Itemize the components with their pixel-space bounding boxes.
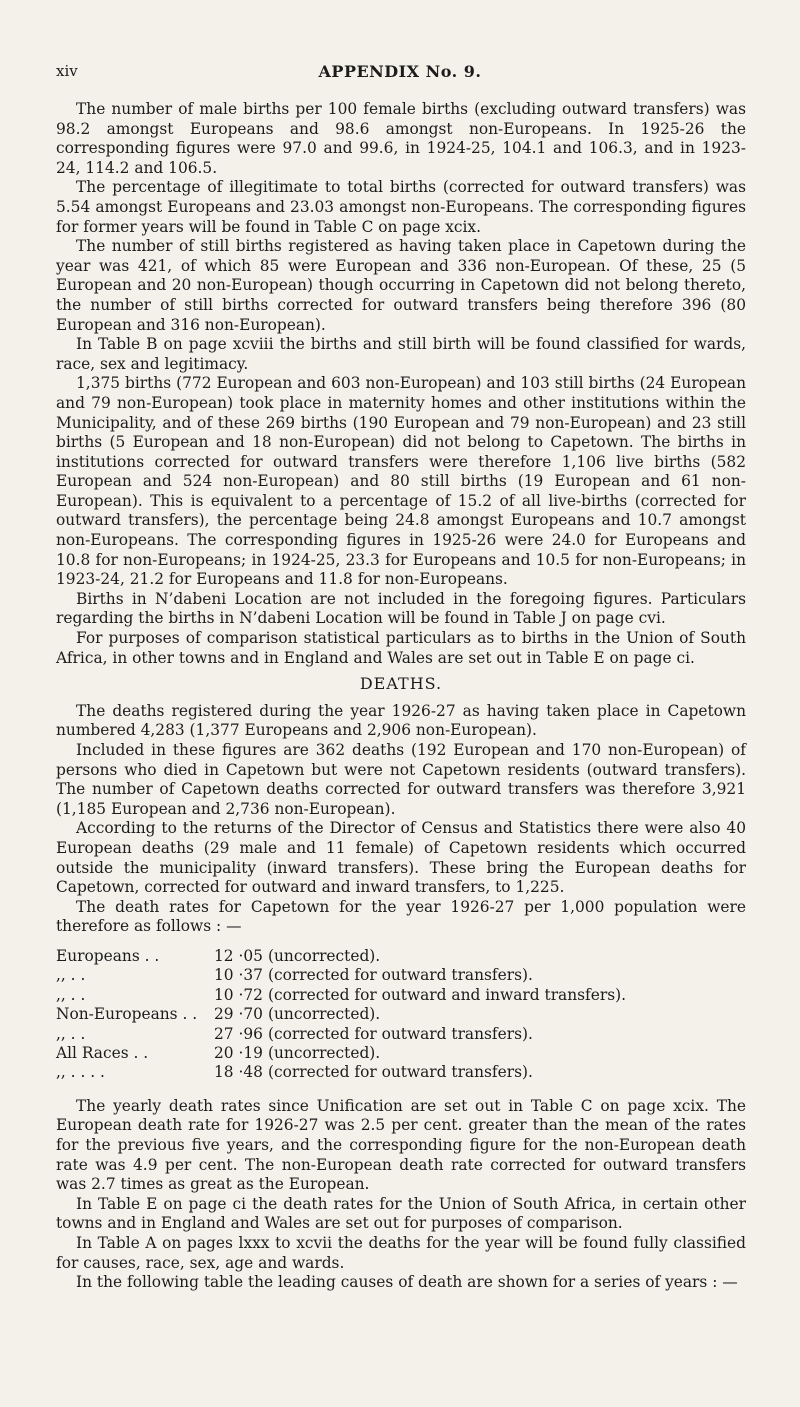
- deaths-paragraph: The deaths registered during the year 1926-27 as having taken place in Capetown numbered 4,283 (1,377 Europeans and 2,906 non-European).: [56, 701, 746, 740]
- rate-label: ,, . .: [56, 985, 86, 1004]
- death-rate-row: [56, 1005, 746, 1024]
- deaths-paragraph: In Table E on page ci the death rates for the Union of South Africa, in certain other towns and in England and Wales are set out for purposes of comparison.: [56, 1194, 746, 1233]
- rate-label: ,, . .: [56, 966, 86, 985]
- rate-note: (corrected for outward and inward transfers).: [268, 985, 626, 1004]
- death-rate-row: [56, 986, 746, 1005]
- rate-value: 10 ·37: [214, 966, 263, 985]
- rate-label: ,, . .: [56, 1024, 86, 1043]
- births-paragraph: 1,375 births (772 European and 603 non-European) and 103 still births (24 European and 79 non-European) took place in maternity homes and other institutions within the Municipality, and of these 269 births (190 European and 79 non-European) and 23 still births (5 European and 18 non-European) did not belong to Capetown. The births in institutions corrected for outward transfers were therefore 1,106 live births (582 European and 524 non-European) and 80 still births (19 European and 61 non-European). This is equivalent to a percentage of 15.2 of all live-births (corrected for outward transfers), the percentage being 24.8 amongst Europeans and 10.7 amongst non-Europeans. The corresponding figures in 1925-26 were 24.0 for Europeans and 10.8 for non-Europeans; in 1924-25, 23.3 for Europeans and 10.5 for non-Europeans; in 1923-24, 21.2 for Europeans and 11.8 for non-Europeans.: [56, 374, 746, 589]
- rate-value: 18 ·48: [214, 1063, 263, 1082]
- births-paragraph: Births in N’dabeni Location are not included in the foregoing figures. Particulars regarding the births in N’dabeni Location will be found in Table J on page cvi.: [56, 589, 746, 628]
- running-title: APPENDIX No. 9.: [318, 62, 482, 81]
- death-rate-row: [56, 1063, 746, 1082]
- rate-label: Non-Europeans . .: [56, 1005, 198, 1024]
- rate-note: (corrected for outward transfers).: [268, 966, 533, 985]
- births-paragraph: For purposes of comparison statistical particulars as to births in the Union of South Africa, in other towns and in England and Wales are set out in Table E on page ci.: [56, 629, 746, 667]
- deaths-paragraph: In the following table the leading causes of death are shown for a series of years : —: [76, 1273, 738, 1292]
- rate-value: 20 ·19: [214, 1043, 263, 1062]
- deaths-paragraph: In Table A on pages lxxx to xcvii the deaths for the year will be found fully classified for causes, race, sex, age and wards.: [56, 1233, 746, 1272]
- rate-note: (corrected for outward transfers).: [268, 1024, 533, 1043]
- births-paragraph: The number of male births per 100 female births (excluding outward transfers) was 98.2 amongst Europeans and 98.6 amongst non-Europeans. In 1925-26 the corresponding figures were 97.0 and 99.6, in 1924-25, 104.1 and 106.3, and in 1923-24, 114.2 and 106.5.: [56, 100, 746, 177]
- rate-label: ,, . . . .: [56, 1063, 105, 1082]
- births-paragraph: The number of still births registered as having taken place in Capetown during the year was 421, of which 85 were European and 336 non-European. Of these, 25 (5 European and 20 non-European) though occurring in Capetown did not belong thereto, the number of still births corrected for outward transfers being therefore 396 (80 European and 316 non-European).: [56, 237, 746, 334]
- deaths-paragraph: According to the returns of the Director of Census and Statistics there were also 40 European deaths (29 male and 11 female) of Capetown residents which occurred outside the municipality (inward transfers). These bring the European deaths for Capetown, corrected for outward and inward transfers, to 1,225.: [56, 819, 746, 897]
- deaths-paragraph: The death rates for Capetown for the year 1926-27 per 1,000 population were therefore as follows : —: [56, 897, 746, 936]
- death-rate-row: [56, 1025, 746, 1044]
- death-rates-list: [56, 947, 746, 1083]
- page-number: xiv: [56, 62, 78, 80]
- rate-note: (uncorrected).: [268, 1005, 381, 1024]
- rate-label: Europeans . .: [56, 946, 160, 965]
- rate-value: 27 ·96: [214, 1024, 263, 1043]
- rate-label: All Races . .: [56, 1043, 149, 1062]
- rate-note: (corrected for outward transfers).: [268, 1063, 533, 1082]
- rate-value: 10 ·72: [214, 985, 263, 1004]
- births-paragraph: In Table B on page xcviii the births and still birth will be found classified for wards, race, sex and legitimacy.: [56, 335, 746, 373]
- page-header: [56, 62, 744, 86]
- births-paragraph: The percentage of illegitimate to total births (corrected for outward transfers) was 5.54 amongst Europeans and 23.03 amongst non-Europeans. The corresponding figures for former years will be found in Table C on page xcix.: [56, 178, 746, 236]
- death-rate-row: [56, 1044, 746, 1063]
- rate-value: 12 ·05: [214, 946, 263, 965]
- rate-note: (uncorrected).: [268, 1043, 381, 1062]
- death-rate-row: [56, 966, 746, 985]
- deaths-heading: DEATHS.: [359, 674, 443, 694]
- death-rate-row: [56, 947, 746, 966]
- rate-note: (uncorrected).: [268, 946, 381, 965]
- rate-value: 29 ·70: [214, 1005, 263, 1024]
- deaths-paragraph: The yearly death rates since Unification are set out in Table C on page xcix. The European death rate for 1926-27 was 2.5 per cent. greater than the mean of the rates for the previous five years, and the corresponding figure for the non-European death rate was 4.9 per cent. The non-European death rate corrected for outward transfers was 2.7 times as great as the European.: [56, 1096, 746, 1194]
- document-body: [56, 100, 746, 1293]
- deaths-paragraph: Included in these figures are 362 deaths (192 European and 170 non-European) of persons who died in Capetown but were not Capetown residents (outward transfers). The number of Capetown deaths corrected for outward transfers was therefore 3,921 (1,185 European and 2,736 non-European).: [56, 741, 746, 818]
